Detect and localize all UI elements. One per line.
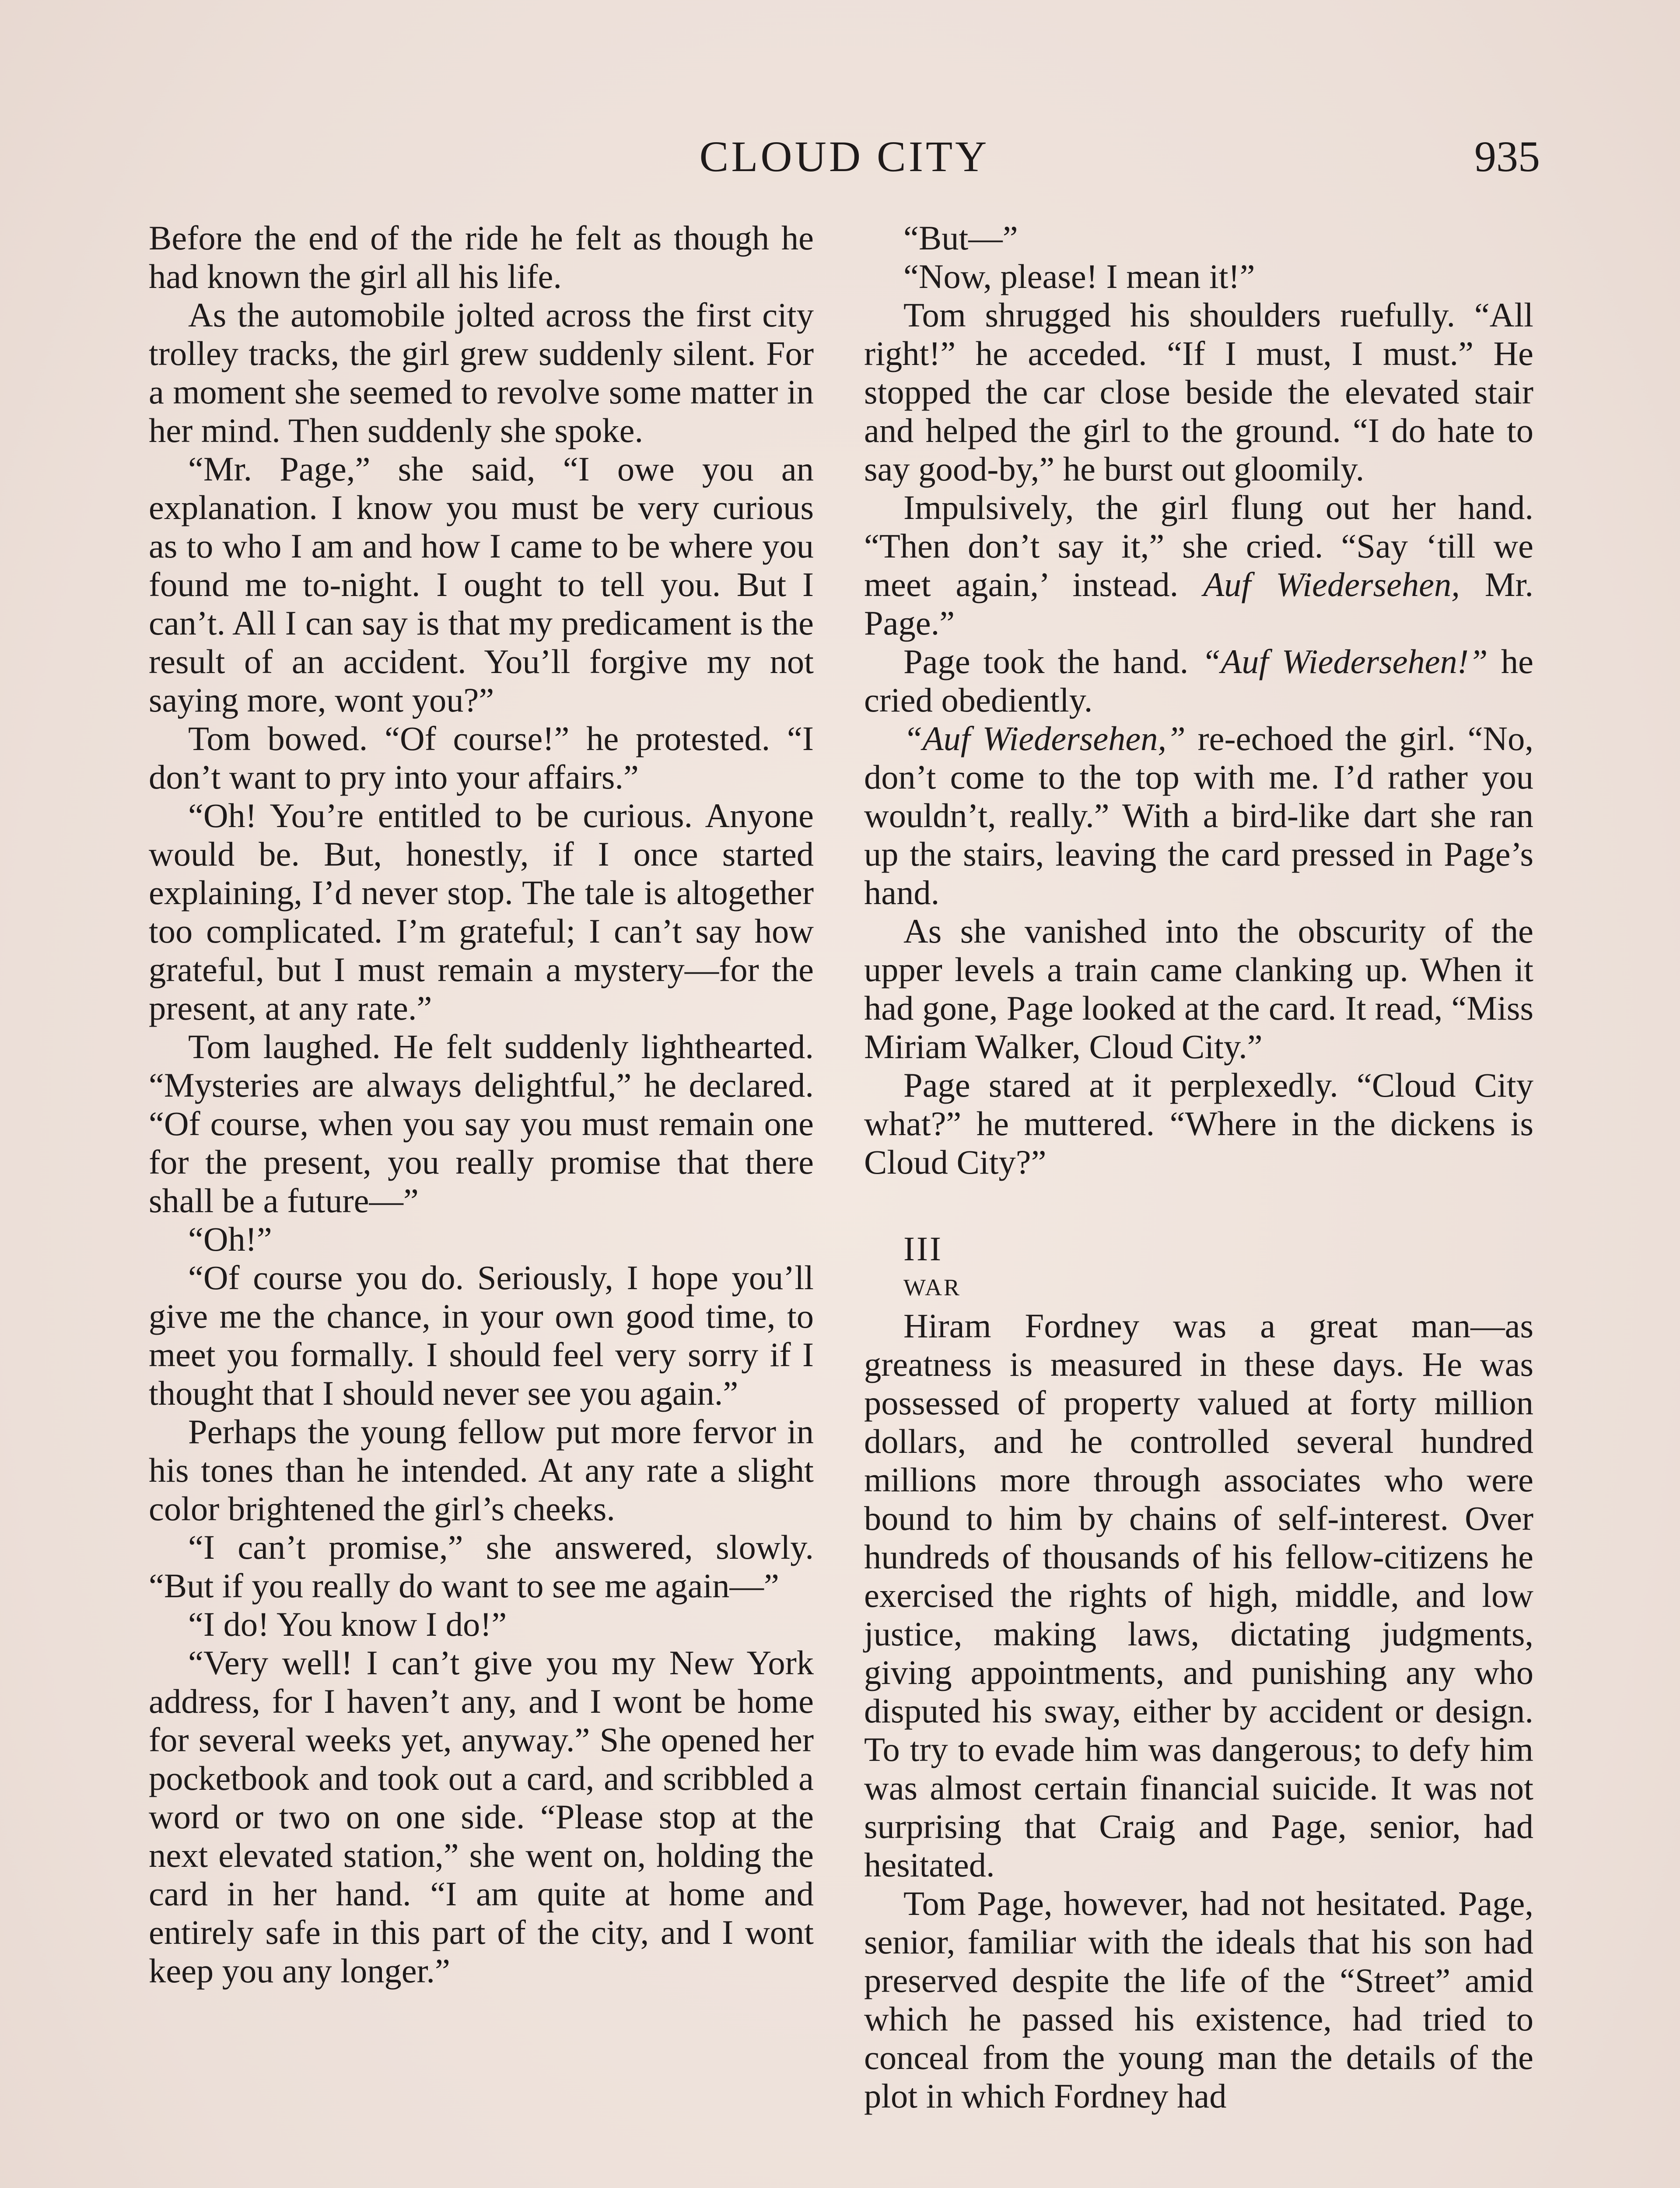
running-title: CLOUD CITY [699,132,990,181]
paragraph: “Auf Wiedersehen,” re-echoed the girl. “No, don’t come to the top with me. I’d rather you wouldn’t, really.” With a bird-like dart she ran up the stairs, leaving the card pressed in Page’s hand. [864,719,1533,912]
paragraph: “I do! You know I do!” [188,1605,507,1643]
paragraph: “Mr. Page,” she said, “I owe you an explanation. I know you must be very curious as to who I am and how I came to be where you found me to-night. I ought to tell you. But I can’t. All I can say is that my predicament is the result of an accident. You’ll forgive my not saying more, wont you?” [149,450,814,719]
left-column [149,219,814,1990]
page-number: 935 [1474,132,1540,181]
paragraph: “Oh! You’re entitled to be curious. Anyone would be. But, honestly, if I once started explaining, I’d never stop. The tale is altogether too complicated. I’m grateful; I can’t say how grateful, but I must remain a mystery—for the present, at any rate.” [149,796,814,1027]
paragraph: Tom laughed. He felt suddenly lighthearted. “Mysteries are always delightful,” he declared. “Of course, when you say you must remain one for the present, you really promise that there shall be a future—” [149,1027,814,1220]
paragraph: “Now, please! I mean it!” [903,257,1255,295]
paragraph: As the automobile jolted across the first city trolley tracks, the girl grew suddenly silent. For a moment she seemed to revolve some matter in her mind. Then suddenly she spoke. [149,296,814,449]
paragraph: “Very well! I can’t give you my New York address, for I haven’t any, and I wont be home for several weeks yet, anyway.” She opened her pocketbook and took out a card, and scribbled a word or two on one side. “Please stop at the next elevated station,” she went on, holding the card in her hand. “I am quite at home and entirely safe in this part of the city, and I wont keep you any longer.” [149,1644,814,1990]
paragraph: Tom Page, however, had not hesitated. Page, senior, familiar with the ideals that his son had preserved despite the life of the “Street” amid which he passed his existence, had tried to conceal from the young man the details of the plot in which Fordney had [864,1884,1533,2115]
section-number: III [903,1230,943,1268]
paragraph: As she vanished into the obscurity of the upper levels a train came clanking up. When it had gone, Page looked at the card. It read, “Miss Miriam Walker, Cloud City.” [864,912,1533,1066]
paragraph: Impulsively, the girl flung out her hand. “Then don’t say it,” she cried. “Say ‘till we meet again,’ instead. Auf Wiedersehen, Mr. Page.” [864,488,1533,642]
paragraph: “Of course you do. Seriously, I hope you’ll give me the chance, in your own good time, to meet you formally. I should feel very sorry if I thought that I should never see you again.” [149,1259,814,1412]
right-column [864,219,1533,2115]
paragraph: “Oh!” [188,1220,272,1258]
section-spacer [864,1182,1533,1230]
paragraph: “But—” [903,219,1018,257]
paragraph: Page stared at it perplexedly. “Cloud City what?” he muttered. “Where in the dickens is Cloud City?” [864,1066,1533,1181]
paragraph: Before the end of the ride he felt as though he had known the girl all his life. [149,219,814,295]
paragraph: Tom bowed. “Of course!” he protested. “I don’t want to pry into your affairs.” [149,719,814,796]
paragraph: “I can’t promise,” she answered, slowly. “But if you really do want to see me again—” [149,1528,814,1605]
paragraph: Perhaps the young fellow put more fervor in his tones than he intended. At any rate a slight color brightened the girl’s cheeks. [149,1413,814,1528]
running-head [149,131,1540,188]
paragraph: Tom shrugged his shoulders ruefully. “All right!” he acceded. “If I must, I must.” He stopped the car close beside the elevated stair and helped the girl to the ground. “I do hate to say good-by,” he burst out gloomily. [864,296,1533,488]
paragraph: Page took the hand. “Auf Wiedersehen!” he cried obediently. [864,642,1533,719]
paragraph: Hiram Fordney was a great man—as greatness is measured in these days. He was possessed of property valued at forty million dollars, and he controlled several hundred millions more through associates who were bound to him by chains of self-interest. Over hundreds of thousands of his fellow-citizens he exercised the rights of high, middle, and low justice, making laws, dictating judgments, giving appointments, and punishing any who disputed his sway, either by accident or design. To try to evade him was dangerous; to defy him was almost certain financial suicide. It was not surprising that Craig and Page, senior, had hesitated. [864,1307,1533,1884]
section-title: WAR [903,1274,961,1301]
right-column-after-section [864,1307,1533,2115]
right-column-before-section [864,219,1533,1182]
